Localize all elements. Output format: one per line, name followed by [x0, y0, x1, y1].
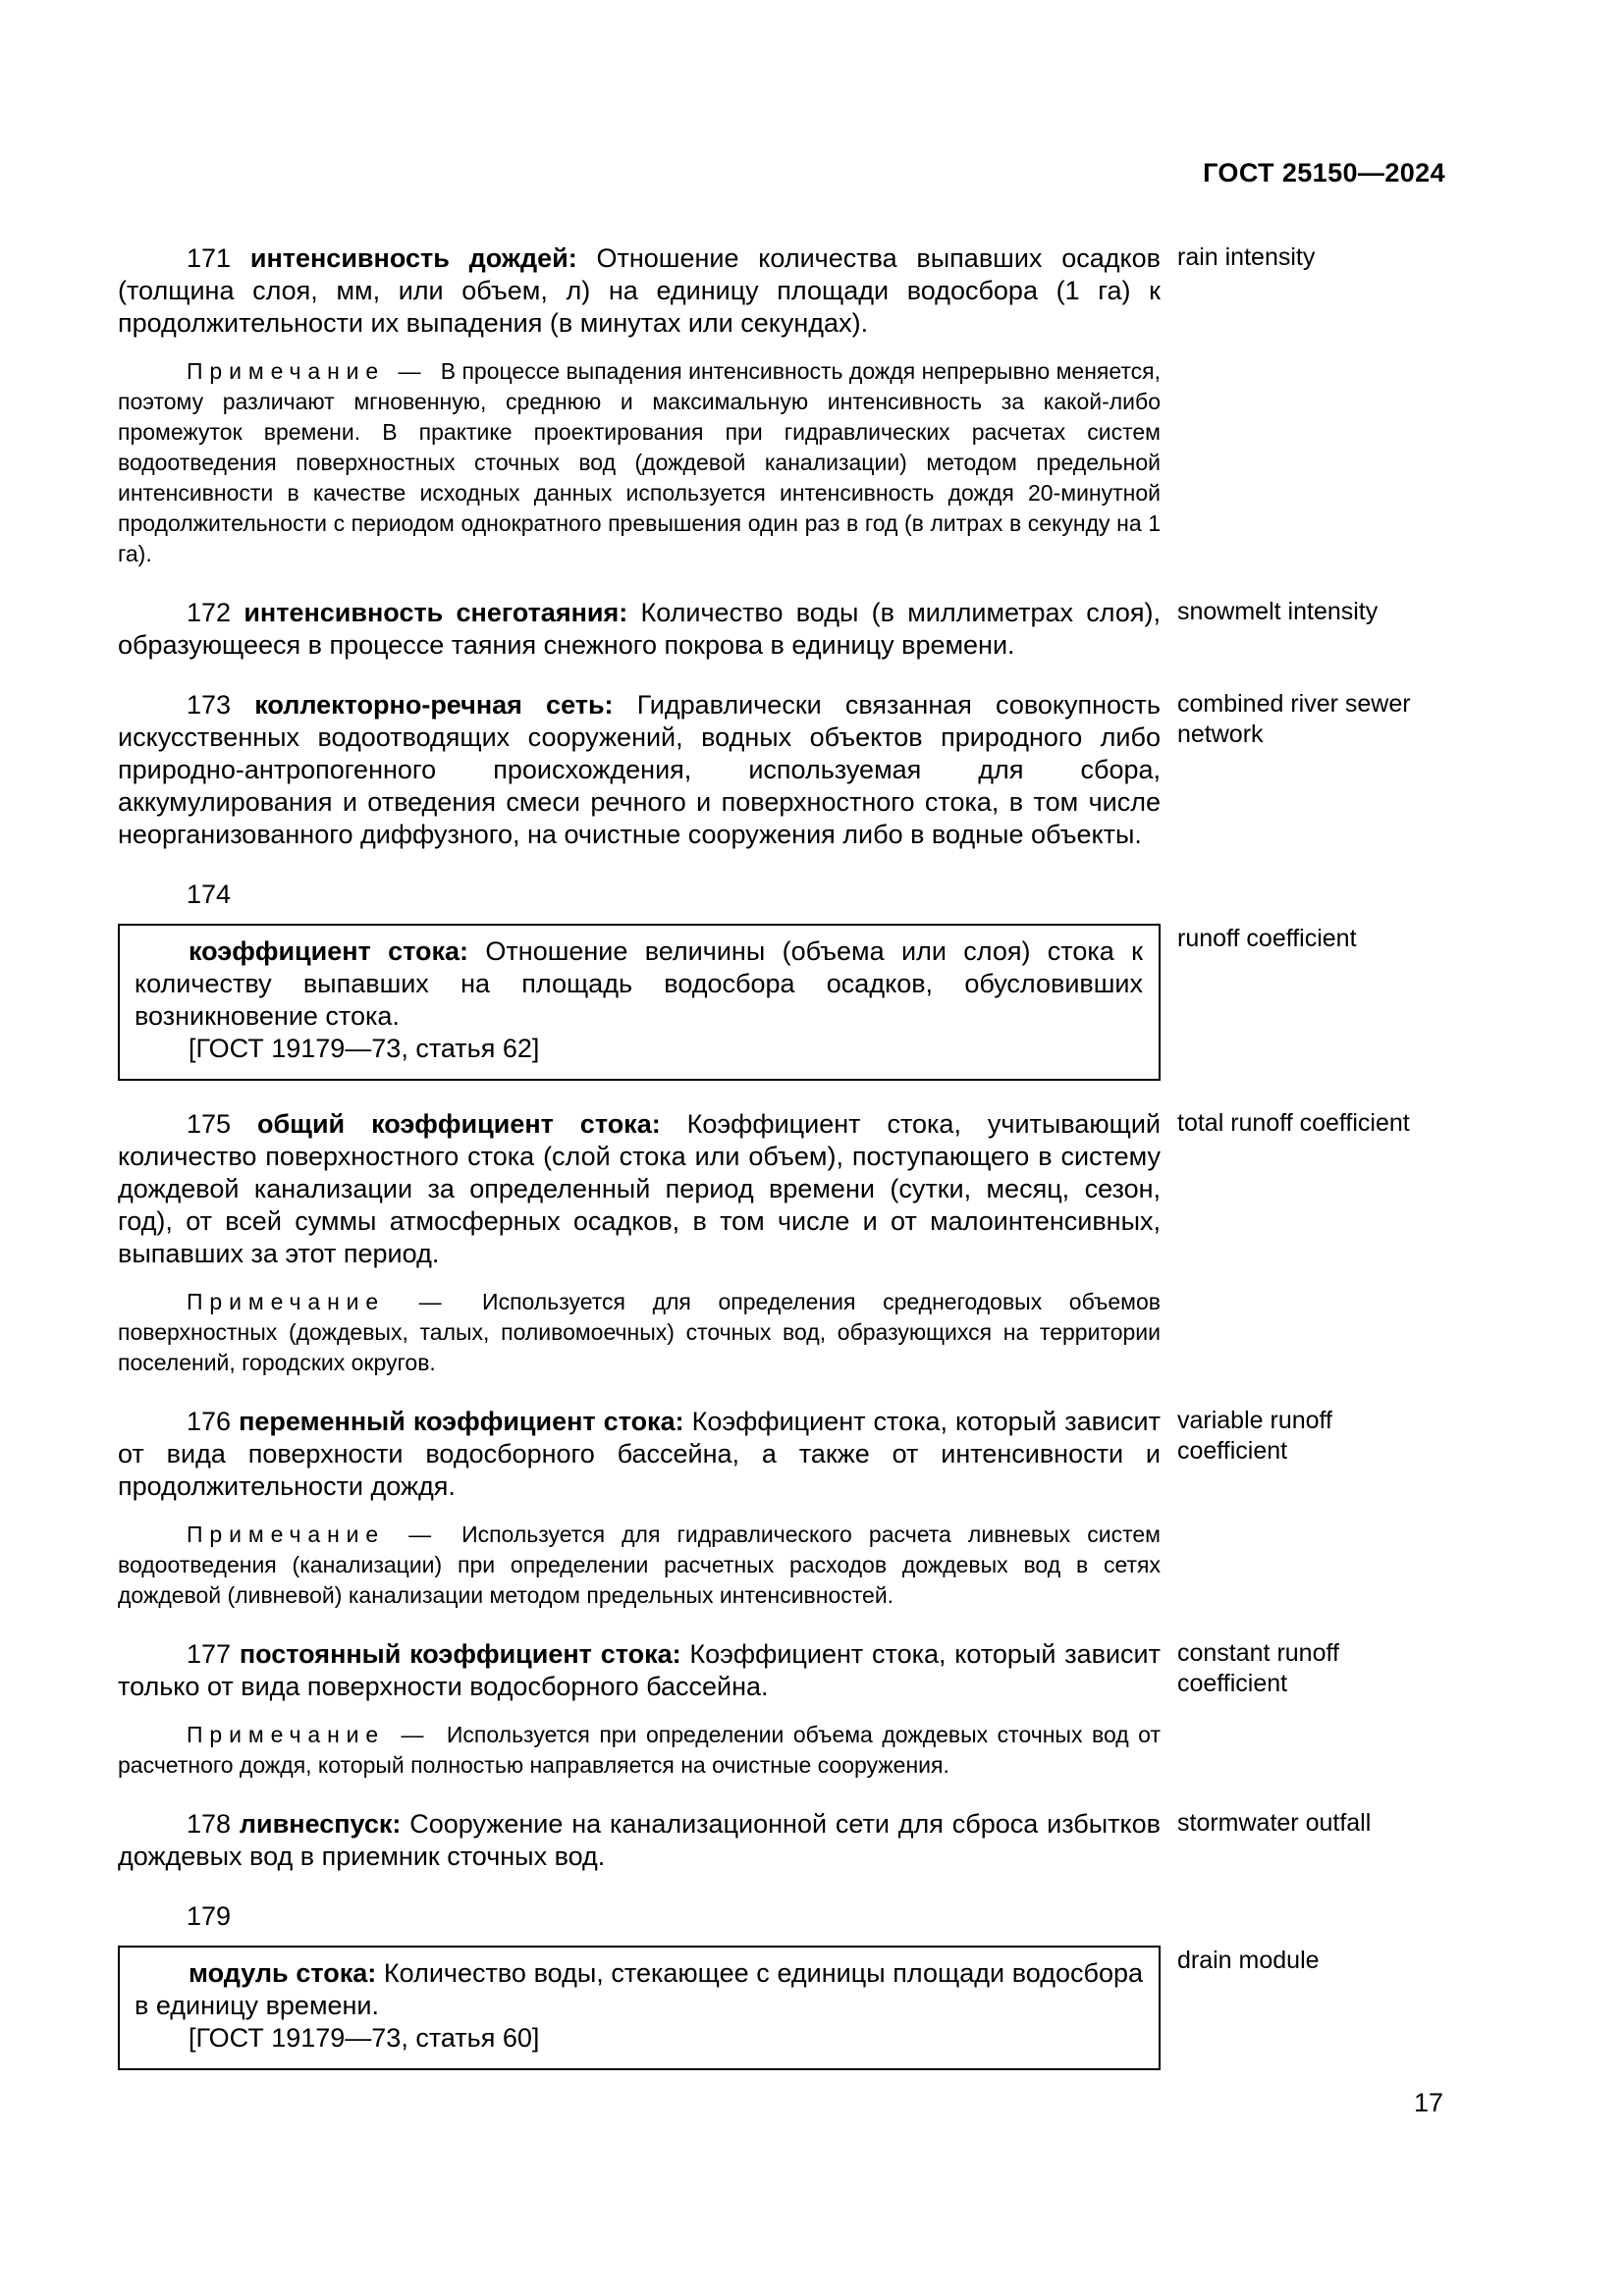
term-definition: Количество воды (в миллиметрах слоя), образующееся в процессе таяния снежного покрова в единицу времени.: [118, 598, 1161, 660]
definition-box: [118, 1946, 1161, 2070]
term-name: интенсивность дождей:: [249, 243, 577, 273]
definition-box: [118, 924, 1161, 1081]
note-label: Примечание —: [187, 358, 441, 384]
term-entry-171: [118, 242, 1445, 569]
term-name: общий коэффициент стока:: [257, 1109, 661, 1139]
terms-list: [118, 242, 1445, 2070]
boxed-term-entry-179: [118, 1900, 1445, 2070]
term-definition: Сооружение на канализационной сети для сброса избытков дождевых вод в приемник сточных вод.: [118, 1809, 1161, 1871]
page-number: 17: [1413, 2088, 1443, 2117]
english-term-label: snowmelt intensity: [1177, 598, 1379, 625]
note-text: В процессе выпадения интенсивность дождя непрерывно меняется, поэтому различают мгновенную, среднюю и максимальную интенсивность за какой-либо промежуток времени. В практике проектирования при гидравлических расчетах систем водоотведения поверхностных сточных вод (дождевой канализации) методом предельной интенсивности в качестве исходных данных используется интенсивность дождя 20-минутной продолжительности с периодом однократного превышения один раз в год (в литрах в секунду на 1 га).: [118, 358, 1161, 566]
term-entry-177: [118, 1638, 1445, 1781]
english-term-label: variable runoff coefficient: [1177, 1407, 1332, 1465]
main-column: [118, 1108, 1161, 1378]
term-name: коллекторно-речная сеть:: [254, 690, 614, 720]
entry-number: 174: [187, 880, 232, 909]
main-column: [118, 1638, 1161, 1781]
term-paragraph: [135, 1957, 1143, 2022]
main-column: [118, 1808, 1161, 1873]
term-note: [118, 1720, 1161, 1781]
boxed-term-entry-174: [118, 879, 1445, 1081]
main-column: [118, 242, 1161, 569]
english-term-label: runoff coefficient: [1177, 925, 1357, 952]
term-paragraph: [135, 935, 1143, 1033]
term-number: 176: [187, 1407, 232, 1436]
term-paragraph: [118, 1406, 1161, 1503]
term-entry-175: [118, 1108, 1445, 1378]
term-definition: Отношение величины (объема или слоя) стока к количеству выпавших на площадь водосбора осадков, обусловивших возникновение стока.: [135, 936, 1143, 1031]
term-entry-178: [118, 1808, 1445, 1873]
term-definition: Количество воды, стекающее с единицы площади водосбора в единицу времени.: [135, 1958, 1143, 2020]
term-paragraph: [118, 242, 1161, 340]
english-term-label: constant runoff coefficient: [1177, 1639, 1339, 1697]
term-definition: Отношение количества выпавших осадков (толщина слоя, мм, или объем, л) на единицу площади водосбора (1 га) к продолжительности их выпадения (в минутах или секундах).: [118, 243, 1161, 338]
term-definition: Коэффициент стока, который зависит от вида поверхности водосборного бассейна, а также от интенсивности и продолжительности дождя.: [118, 1407, 1161, 1501]
term-paragraph: [118, 1808, 1161, 1873]
term-number: 173: [187, 690, 232, 720]
term-definition: Коэффициент стока, учитывающий количество поверхностного стока (слой стока или объем), поступающего в систему дождевой канализации за определенный период времени (сутки, месяц, сезон, год), от всей суммы атмосферных осадков, в том числе и от малоинтенсивных, выпавших за этот период.: [118, 1109, 1161, 1268]
main-column: [118, 1946, 1161, 2070]
english-term-label: stormwater outfall: [1177, 1809, 1372, 1837]
term-number: 171: [187, 243, 232, 273]
term-definition: Коэффициент стока, который зависит только от вида поверхности водосборного бассейна.: [118, 1639, 1161, 1701]
note-text: Используется при определении объема дождевых сточных вод от расчетного дождя, который полностью направляется на очистные сооружения.: [118, 1722, 1161, 1778]
term-name: модуль стока:: [189, 1958, 377, 1988]
term-paragraph: [118, 689, 1161, 851]
term-paragraph: [118, 1638, 1161, 1703]
note-label: Примечание —: [187, 1722, 447, 1747]
term-paragraph: [118, 1108, 1161, 1270]
gost-reference: [ГОСТ 19179—73, статья 62]: [189, 1034, 540, 1063]
term-number: 175: [187, 1109, 232, 1139]
term-number: 178: [187, 1809, 232, 1839]
term-definition: Гидравлически связанная совокупность искусственных водоотводящих сооружений, водных объектов природного либо природно-антропогенного происхождения, используемая для сбора, аккумулирования и отведения смеси речного и поверхностного стока, в том числе неорганизованного диффузного, на очистные сооружения либо в водные объекты.: [118, 690, 1161, 849]
term-name: ливнеспуск:: [239, 1809, 402, 1839]
main-column: [118, 1406, 1161, 1611]
note-text: Используется для гидравлического расчета ливневых систем водоотведения (канализации) при определении расчетных расходов дождевых вод в сетях дождевой (ливневой) канализации методом предельных интенсивностей.: [118, 1522, 1161, 1608]
english-term-label: drain module: [1177, 1947, 1320, 1974]
term-entry-173: [118, 689, 1445, 851]
gost-reference: [ГОСТ 19179—73, статья 60]: [189, 2023, 540, 2053]
main-column: [118, 597, 1161, 662]
entry-number-paragraph: [118, 879, 1445, 911]
term-number: 177: [187, 1639, 232, 1669]
entry-number-paragraph: [118, 1900, 1445, 1933]
term-note: [118, 1520, 1161, 1611]
page-content: [118, 157, 1445, 2070]
entry-number: 179: [187, 1901, 232, 1931]
term-name: постоянный коэффициент стока:: [239, 1639, 681, 1669]
english-term-label: combined river sewer network: [1177, 690, 1411, 748]
note-text: Используется для определения среднегодовых объемов поверхностных (дождевых, талых, поливомоечных) сточных вод, образующихся на территории поселений, городских округов.: [118, 1289, 1161, 1375]
note-label: Примечание —: [187, 1522, 462, 1547]
term-entry-176: [118, 1406, 1445, 1611]
term-name: переменный коэффициент стока:: [239, 1407, 684, 1436]
main-column: [118, 924, 1161, 1081]
term-name: интенсивность снеготаяния:: [244, 598, 628, 627]
english-term-label: total runoff coefficient: [1177, 1109, 1410, 1137]
term-paragraph: [118, 597, 1161, 662]
note-label: Примечание —: [187, 1289, 483, 1314]
term-name: коэффициент стока:: [189, 936, 469, 966]
term-entry-172: [118, 597, 1445, 662]
term-note: [118, 356, 1161, 569]
term-number: 172: [187, 598, 232, 627]
doc-code: ГОСТ 25150—2024: [1203, 158, 1445, 187]
english-term-label: rain intensity: [1177, 243, 1316, 271]
main-column: [118, 689, 1161, 851]
term-note: [118, 1287, 1161, 1378]
